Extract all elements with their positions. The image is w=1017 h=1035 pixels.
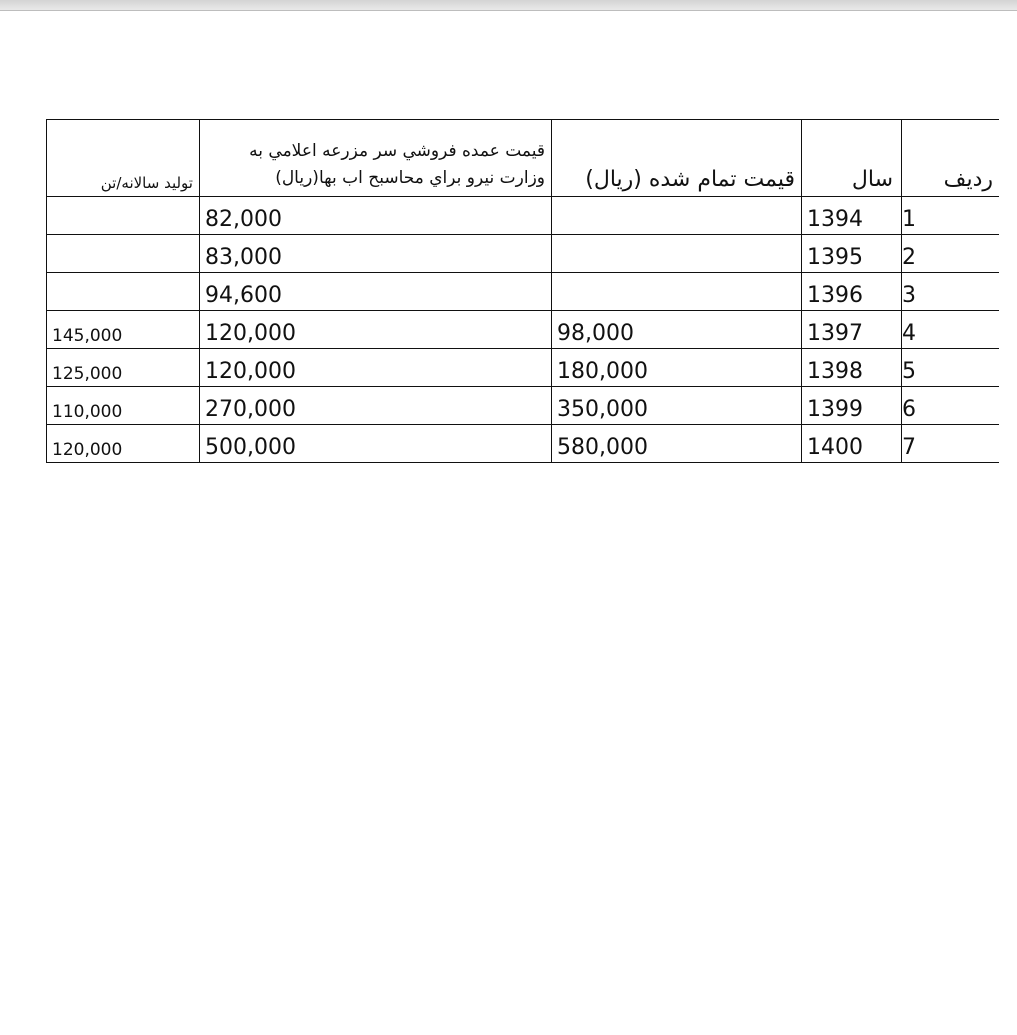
- cell-price: 94,600: [200, 273, 552, 311]
- cell-radif: 1: [902, 197, 1000, 235]
- table-row: [47, 349, 1000, 387]
- cell-year: 1399: [802, 387, 902, 425]
- cell-cost: 350,000: [552, 387, 802, 425]
- table-row: [47, 197, 1000, 235]
- table-row: [47, 425, 1000, 463]
- cell-price: 500,000: [200, 425, 552, 463]
- table-row: [47, 387, 1000, 425]
- cell-radif: 6: [902, 387, 1000, 425]
- cell-radif: 2: [902, 235, 1000, 273]
- cell-annual: [47, 197, 200, 235]
- cell-price: 120,000: [200, 311, 552, 349]
- cell-radif: 7: [902, 425, 1000, 463]
- table-row: [47, 311, 1000, 349]
- table-row: [47, 273, 1000, 311]
- sheet-area: [0, 11, 1017, 1035]
- cell-annual: [47, 273, 200, 311]
- header-wholesale-price: [200, 120, 552, 197]
- cell-annual: 120,000: [47, 425, 200, 463]
- cell-annual: 125,000: [47, 349, 200, 387]
- cell-year: 1398: [802, 349, 902, 387]
- window-top-bar: [0, 0, 1017, 11]
- cell-cost: 580,000: [552, 425, 802, 463]
- table-header-row: [47, 120, 1000, 197]
- cell-radif: 4: [902, 311, 1000, 349]
- cell-cost: 98,000: [552, 311, 802, 349]
- header-price-line2: وزارت نيرو براي محاسبح اب بها(ريال): [275, 168, 545, 188]
- header-year: سال: [802, 120, 902, 197]
- header-radif: رديف: [902, 120, 1000, 197]
- cell-year: 1394: [802, 197, 902, 235]
- cell-year: 1397: [802, 311, 902, 349]
- cell-price: 83,000: [200, 235, 552, 273]
- cell-price: 270,000: [200, 387, 552, 425]
- cell-price: 82,000: [200, 197, 552, 235]
- cell-cost: [552, 235, 802, 273]
- header-annual-production: توليد سالانه/تن: [47, 120, 200, 197]
- price-table: [46, 119, 999, 463]
- header-cost: قيمت تمام شده (ريال): [552, 120, 802, 197]
- cell-annual: 145,000: [47, 311, 200, 349]
- cell-cost: [552, 273, 802, 311]
- cell-radif: 5: [902, 349, 1000, 387]
- cell-year: 1396: [802, 273, 902, 311]
- cell-cost: 180,000: [552, 349, 802, 387]
- table-row: [47, 235, 1000, 273]
- cell-price: 120,000: [200, 349, 552, 387]
- cell-year: 1395: [802, 235, 902, 273]
- cell-annual: 110,000: [47, 387, 200, 425]
- cell-annual: [47, 235, 200, 273]
- cell-year: 1400: [802, 425, 902, 463]
- header-price-line1: قيمت عمده فروشي سر مزرعه اعلامي به: [249, 141, 545, 161]
- cell-cost: [552, 197, 802, 235]
- cell-radif: 3: [902, 273, 1000, 311]
